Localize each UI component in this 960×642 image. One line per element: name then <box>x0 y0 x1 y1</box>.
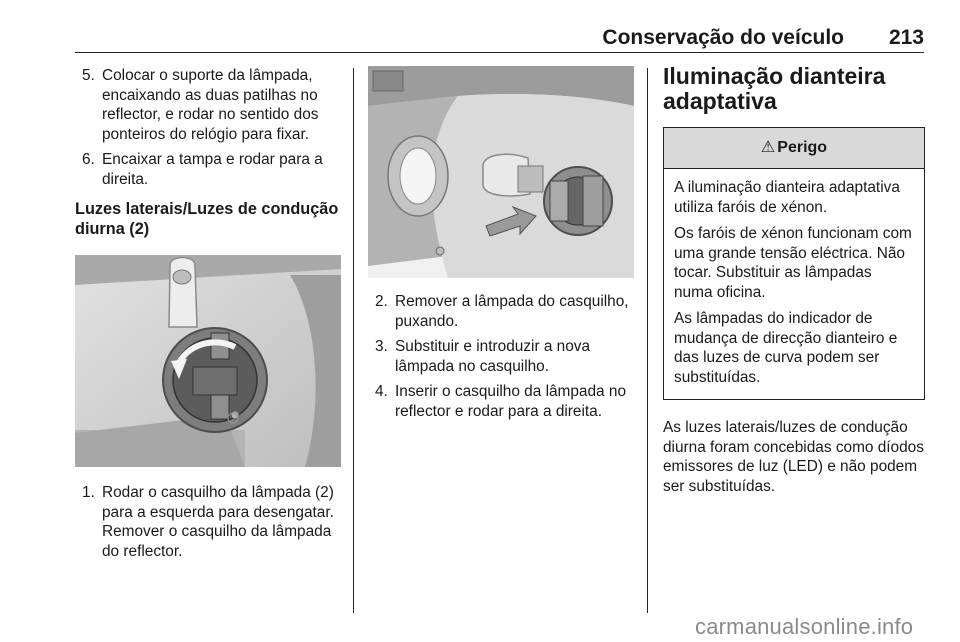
bulb-removal-illustration <box>368 66 634 278</box>
list-item <box>368 292 634 331</box>
figure-bulb-removal <box>368 66 634 278</box>
figure-bulb-socket <box>75 255 341 467</box>
step-number: 3. <box>375 338 388 355</box>
step-number: 1. <box>82 484 95 501</box>
step-number: 4. <box>375 383 388 400</box>
section-heading: Iluminação dianteira adaptativa <box>663 63 886 114</box>
list-item <box>368 337 634 376</box>
step-text: Inserir o casquilho da lâmpada no reflector e rodar para a direita. <box>395 383 627 420</box>
warning-box <box>663 127 925 400</box>
step-number: 2. <box>375 293 388 310</box>
list-item <box>75 150 341 189</box>
warning-title: Perigo <box>777 139 828 156</box>
subheading: Luzes laterais/Luzes de condução diurna (2) <box>75 200 339 238</box>
step-text: Rodar o casquilho da lâmpada (2) para a esquerda para desengatar. Remover o casquilho da lâmpada do reflector. <box>102 484 334 560</box>
warning-paragraph: Os faróis de xénon funcionam com uma grande tensão eléctrica. Não tocar. Substituir as lâmpadas numa oficina. <box>674 225 912 301</box>
step-text: Remover a lâmpada do casquilho, puxando. <box>395 293 629 330</box>
page-header <box>75 24 924 53</box>
step-text: Encaixar a tampa e rodar para a direita. <box>102 151 323 188</box>
column-2 <box>368 66 634 427</box>
warning-paragraph: A iluminação dianteira adaptativa utiliza faróis de xénon. <box>674 179 900 216</box>
watermark: carmanualsonline.info <box>695 614 914 639</box>
column-divider-1 <box>353 68 354 613</box>
column-divider-2 <box>647 68 648 613</box>
page-number: 213 <box>888 26 924 49</box>
step-number: 6. <box>82 151 95 168</box>
body-paragraph: As luzes laterais/luzes de condução diurna foram concebidas como díodos emissores de luz (LED) e não podem ser substituídas. <box>663 419 924 495</box>
warning-header <box>664 128 924 169</box>
warning-icon: ⚠ <box>760 139 776 156</box>
section-title: Conservação do veículo <box>602 26 844 49</box>
step-number: 5. <box>82 67 95 84</box>
column-3 <box>663 63 925 496</box>
list-item <box>75 483 341 561</box>
steps-list <box>368 292 634 421</box>
step-text: Substituir e introduzir a nova lâmpada no casquilho. <box>395 338 591 375</box>
warning-body <box>664 169 924 399</box>
socket-illustration <box>75 255 341 467</box>
step-text: Colocar o suporte da lâmpada, encaixando as duas patilhas no reflector, e rodar no sentido dos ponteiros do relógio para fixar. <box>102 67 319 143</box>
list-item <box>368 382 634 421</box>
steps-list-top <box>75 66 341 189</box>
steps-list-bottom <box>75 483 341 561</box>
warning-paragraph: As lâmpadas do indicador de mudança de direcção dianteiro e das luzes de curva podem ser substituídas. <box>674 310 898 386</box>
list-item <box>75 66 341 144</box>
column-1 <box>75 66 341 567</box>
